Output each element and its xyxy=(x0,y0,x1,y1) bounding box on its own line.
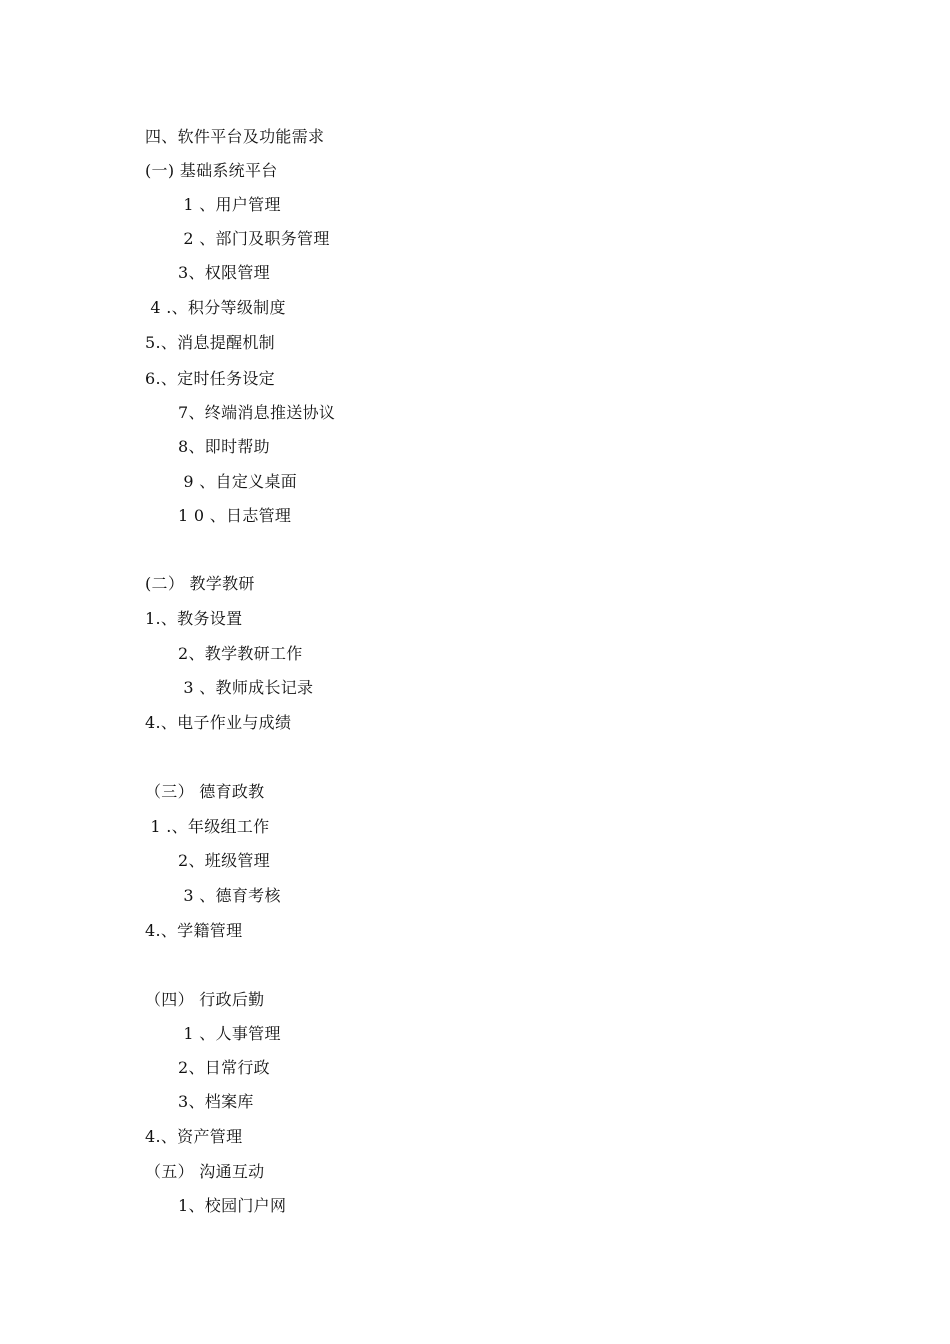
list-item-permission-management: 3、权限管理 xyxy=(178,263,270,282)
list-item-class-management: 2、班级管理 xyxy=(178,851,270,870)
list-item-teaching-research-work: 2、教学教研工作 xyxy=(178,644,303,663)
list-item-points-level: 4 .、积分等级制度 xyxy=(145,298,286,317)
list-item-asset-management: 4.、资产管理 xyxy=(145,1127,243,1146)
section-heading-software-platform: 四、软件平台及功能需求 xyxy=(145,127,325,146)
subsection-heading-communication: （五） 沟通互动 xyxy=(145,1162,265,1181)
list-item-teacher-growth: 3 、教师成长记录 xyxy=(178,678,314,697)
subsection-heading-basic-platform: (一) 基础系统平台 xyxy=(145,161,278,180)
list-item-hr-management: 1 、人事管理 xyxy=(178,1024,281,1043)
list-item-log-management: 1 0 、日志管理 xyxy=(178,506,292,525)
list-item-campus-portal: 1、校园门户网 xyxy=(178,1196,287,1215)
list-item-custom-desktop: 9 、自定义桌面 xyxy=(178,472,298,491)
list-item-user-management: 1 、用户管理 xyxy=(178,195,281,214)
list-item-academic-settings: 1.、教务设置 xyxy=(145,609,243,628)
list-item-daily-admin: 2、日常行政 xyxy=(178,1058,270,1077)
list-item-archives: 3、档案库 xyxy=(178,1092,254,1111)
list-item-student-records: 4.、学籍管理 xyxy=(145,921,243,940)
list-item-instant-help: 8、即时帮助 xyxy=(178,437,270,456)
list-item-moral-assessment: 3 、德育考核 xyxy=(178,886,281,905)
list-item-homework-grades: 4.、电子作业与成绩 xyxy=(145,713,292,732)
list-item-scheduled-tasks: 6.、定时任务设定 xyxy=(145,369,275,388)
list-item-message-reminder: 5.、消息提醒机制 xyxy=(145,333,275,352)
subsection-heading-teaching: (二） 教学教研 xyxy=(145,574,255,593)
list-item-department-management: 2 、部门及职务管理 xyxy=(178,229,330,248)
subsection-heading-moral-education: （三） 德育政教 xyxy=(145,782,265,801)
subsection-heading-administration: （四） 行政后勤 xyxy=(145,990,265,1009)
list-item-push-protocol: 7、终端消息推送协议 xyxy=(178,403,336,422)
list-item-grade-group: 1 .、年级组工作 xyxy=(145,817,270,836)
